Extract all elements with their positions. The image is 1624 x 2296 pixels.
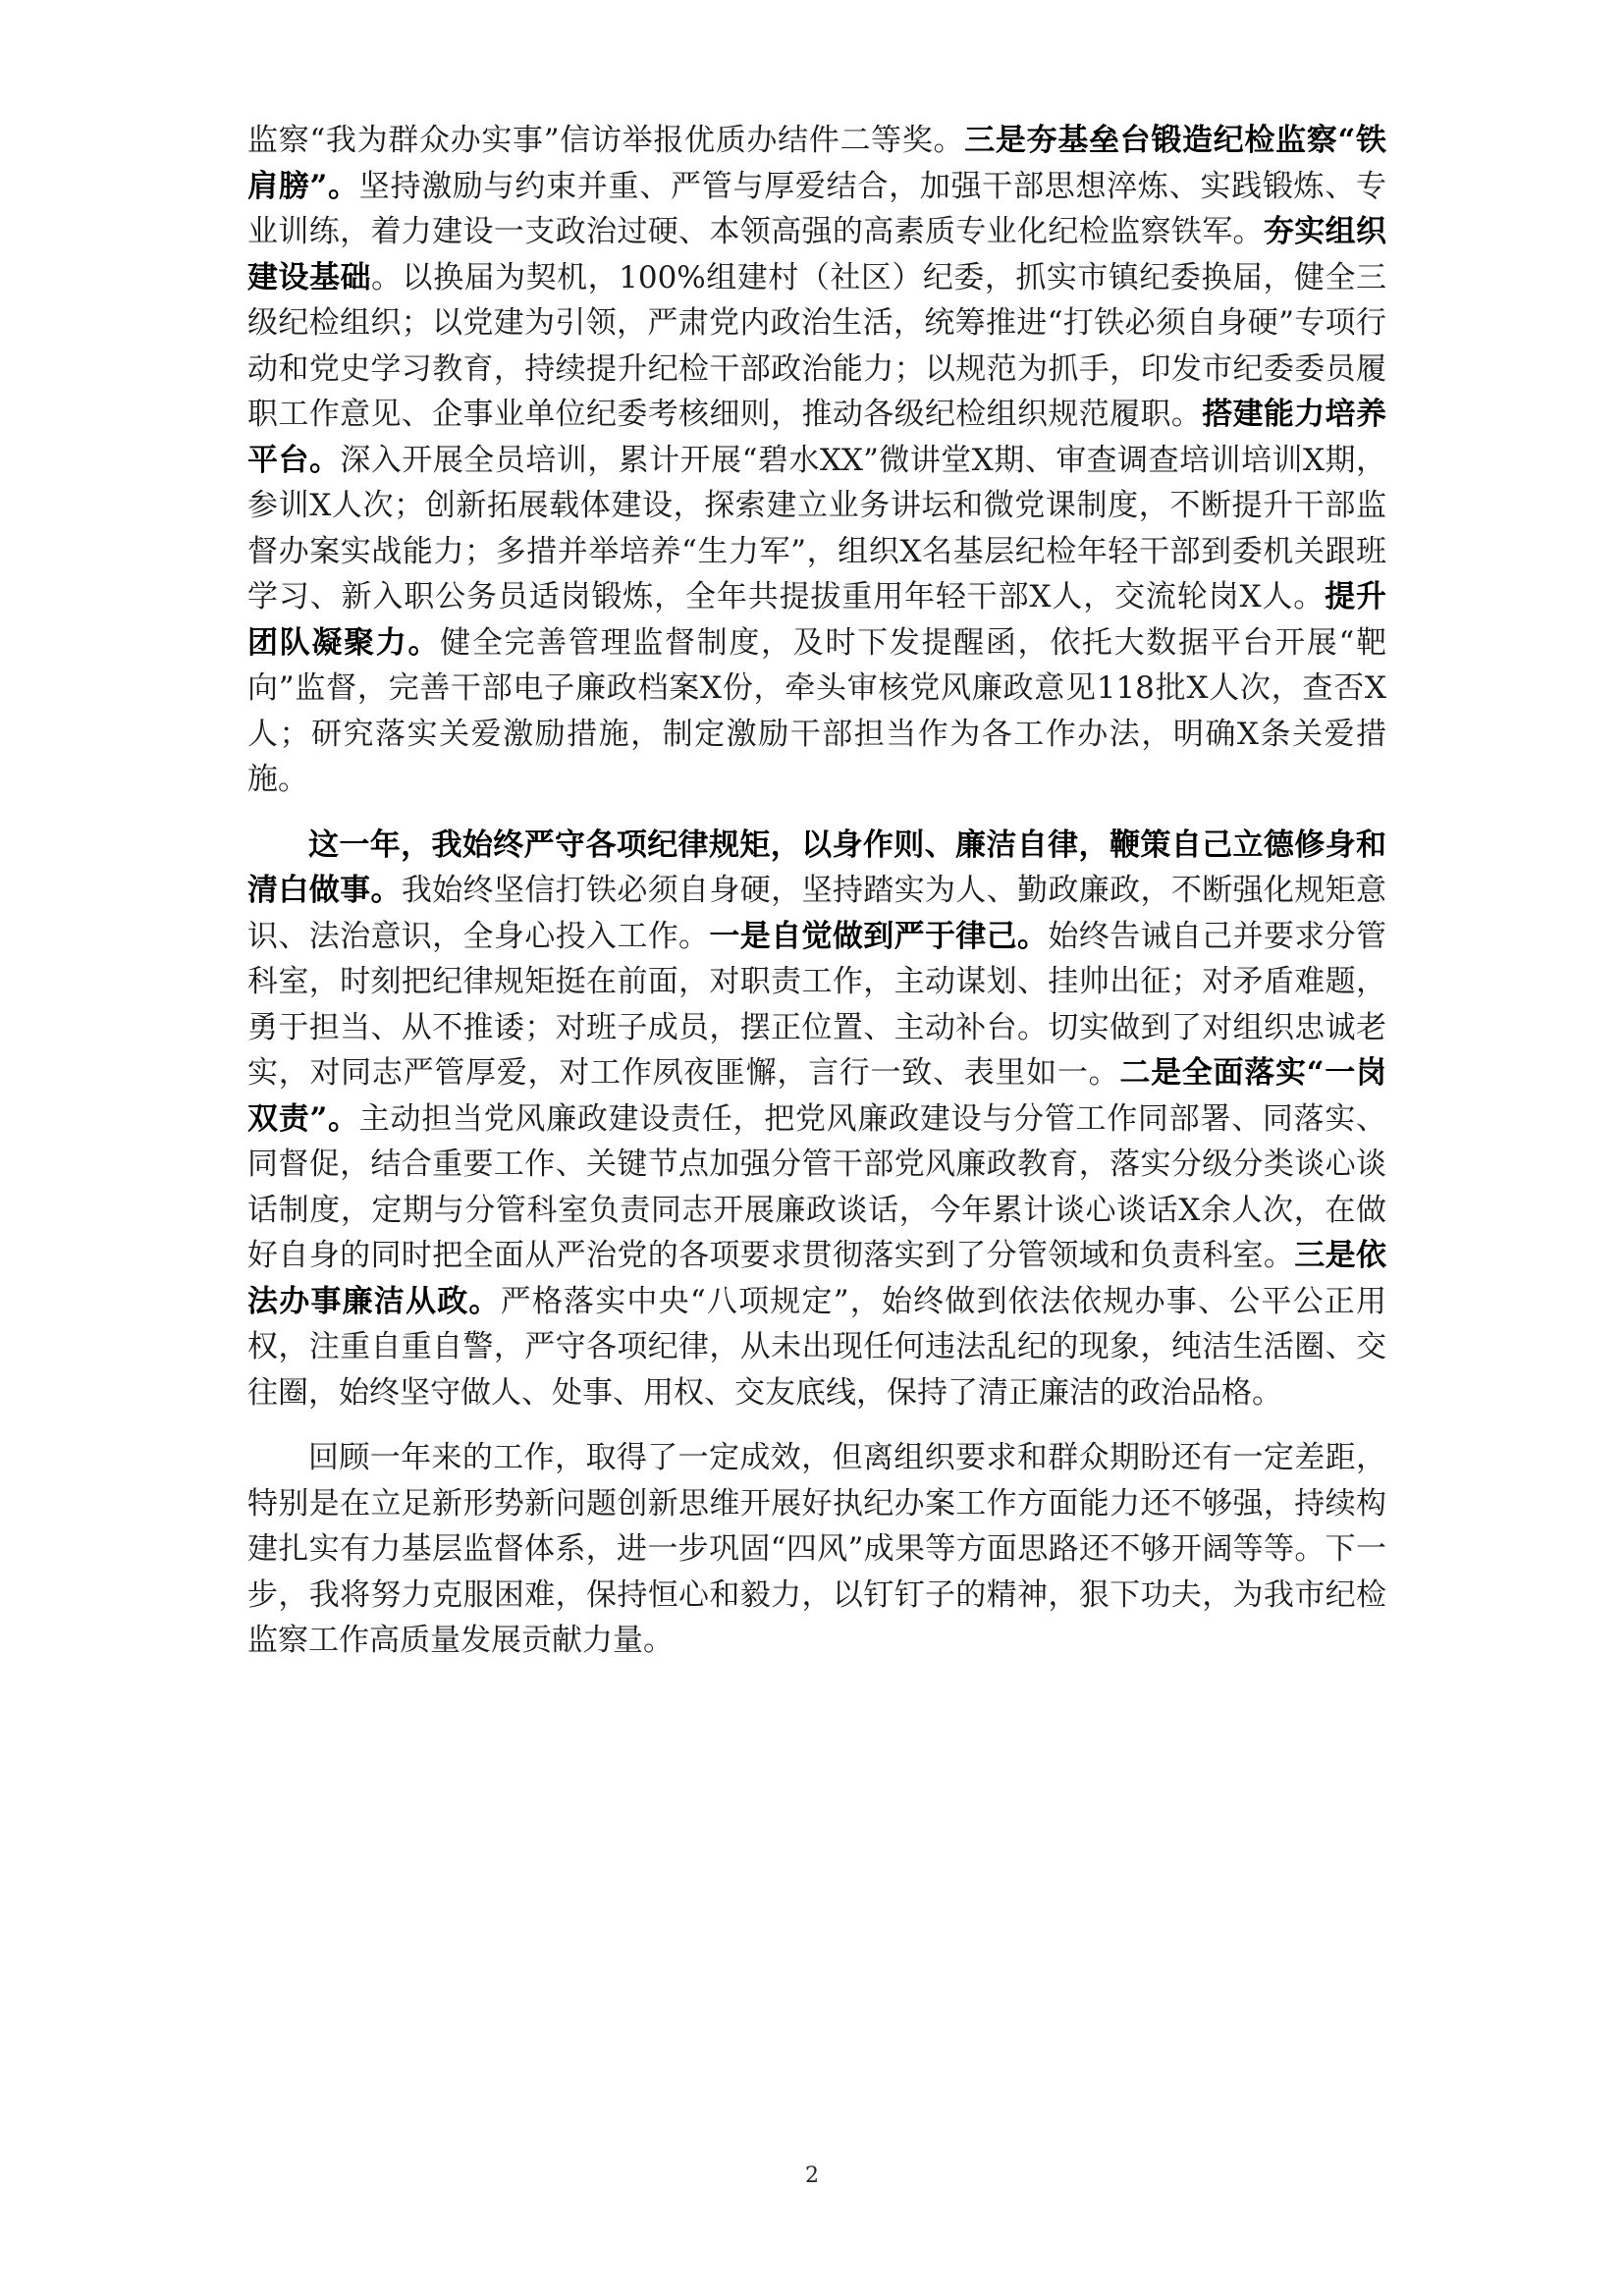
paragraph-1 [247, 118, 1386, 803]
paragraph-1-heading-organization: 夯实组织建设基础 [247, 214, 1387, 295]
document-page [247, 118, 1386, 1683]
paragraph-3 [247, 1435, 1386, 1664]
paragraph-2-lead: 这一年，我始终严守各项纪律规矩，以身作则、廉洁自律，鞭策自己立德修身和清白做事。 [247, 827, 1386, 908]
paragraph-1-heading-team-cohesion: 提升团队凝聚力。 [247, 579, 1386, 661]
paragraph-1-heading-iron-shoulders: 三是夯基垒台锻造纪检监察“铁肩膀”。 [247, 123, 1386, 204]
paragraph-2-segment-8: 严格落实中央“八项规定”，始终做到依法依规办事、公平公正用权，注重自重自警，严守各项纪律，从未出现任何违法乱纪的现象，纯洁生活圈、交往圈，始终坚守做人、处事、用权、交友底线，保持了清正廉洁的政治品格。 [247, 1283, 1386, 1411]
paragraph-1-segment-7: 深入开展全员培训，累计开展“碧水XX”微讲堂X期、审查调查培训培训X期，参训X人次；创新拓展载体建设，探索建立业务讲坛和微党课制度，不断提升干部监督办案实战能力；多措并举培养“生力军”，组织X名基层纪检年轻干部到委机关跟班学习、新入职公务员适岗锻炼，全年共提拔重用年轻干部X人，交流轮岗X人。 [247, 442, 1386, 614]
paragraph-2-segment-2: 我始终坚信打铁必须自身硬，坚持踏实为人、勤政廉政，不断强化规矩意识、法治意识，全身心投入工作。 [247, 873, 1387, 954]
paragraph-1-segment-5: 。以换届为契机，100%组建村（社区）纪委，抓实市镇纪委换届，健全三级纪检组织；以党建为引领，严肃党内政治生活，统筹推进“打铁必须自身硬”专项行动和党史学习教育，持续提升纪检干部政治能力；以规范为抓手，印发市纪委委员履职工作意见、企事业单位纪委考核细则，推动各级纪检组织规范履职。 [247, 259, 1387, 432]
paragraph-2-heading-self-discipline: 一是自觉做到严于律己。 [709, 918, 1049, 954]
paragraph-2-segment-6: 主动担当党风廉政建设责任，把党风廉政建设与分管工作同部署、同落实、同督促，结合重要工作、关键节点加强分管干部党风廉政教育，落实分级分类谈心谈话制度，定期与分管科室负责同志开展廉政谈话，今年累计谈心谈话X余人次，在做好自身的同时把全面从严治党的各项要求贯彻落实到了分管领域和负责科室。 [247, 1100, 1386, 1273]
paragraph-3-segment-1: 回顾一年来的工作，取得了一定成效，但离组织要求和群众期盼还有一定差距，特别是在立足新形势新问题创新思维开展好执纪办案工作方面能力还不够强，持续构建扎实有力基层监督体系，进一步巩固“四风”成果等方面思路还不够开阔等等。下一步，我将努力克服困难，保持恒心和毅力，以钉钉子的精神，狠下功夫，为我市纪检监察工作高质量发展贡献力量。 [247, 1440, 1386, 1658]
paragraph-1-segment-1: 监察“我为群众办实事”信访举报优质办结件二等奖。 [247, 123, 965, 158]
paragraph-2 [247, 823, 1386, 1416]
paragraph-1-heading-training-platform: 搭建能力培养平台。 [247, 397, 1387, 478]
paragraph-2-heading-dual-responsibility: 二是全面落实“一岗双责”。 [247, 1055, 1386, 1137]
paragraph-1-segment-9: 健全完善管理监督制度，及时下发提醒函，依托大数据平台开展“靶向”监督，完善干部电子廉政档案X份，牵头审核党风廉政意见118批X人次，查否X人；研究落实关爱激励措施，制定激励干部担当作为各工作办法，明确X条关爱措施。 [247, 624, 1386, 797]
paragraph-2-segment-4: 始终告诫自己并要求分管科室，时刻把纪律规矩挺在前面，对职责工作，主动谋划、挂帅出征；对矛盾难题，勇于担当、从不推诿；对班子成员，摆正位置、主动补台。切实做到了对组织忠诚老实，对同志严管厚爱，对工作夙夜匪懈，言行一致、表里如一。 [247, 918, 1387, 1091]
paragraph-2-heading-lawful-integrity: 三是依法办事廉洁从政。 [247, 1238, 1387, 1319]
page-number: 2 [805, 2163, 819, 2188]
paragraph-1-segment-3: 坚持激励与约束并重、严管与厚爱结合，加强干部思想淬炼、实践锻炼、专业训练，着力建设一支政治过硬、本领高强的高素质专业化纪检监察铁军。 [247, 168, 1386, 249]
